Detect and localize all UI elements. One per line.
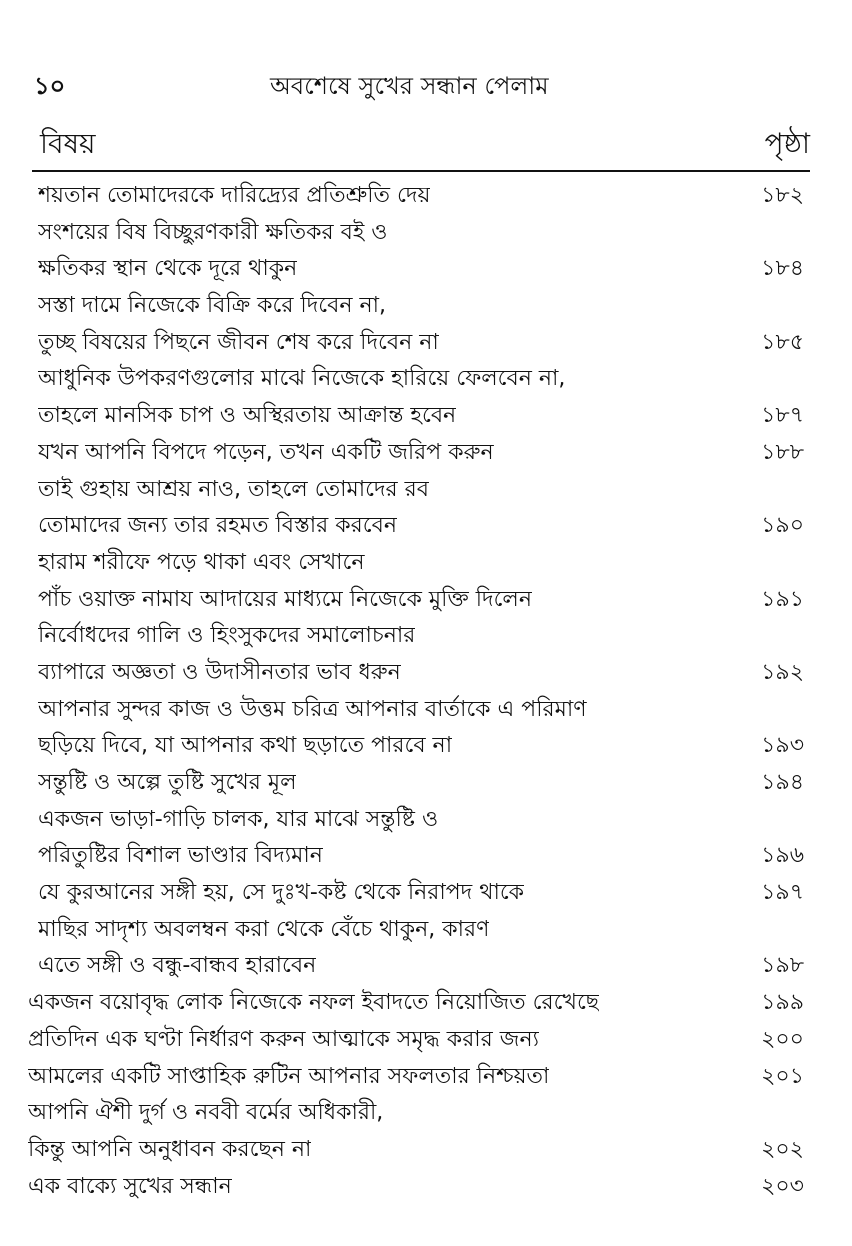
toc-entry-page: ১৯০ xyxy=(761,513,804,539)
toc-entry xyxy=(0,508,852,545)
toc-entry xyxy=(0,1095,852,1132)
toc-entry xyxy=(0,1059,852,1096)
toc-entry-page: ২০১ xyxy=(761,1063,804,1089)
toc-entry-title: শয়তান তোমাদেরকে দারিদ্র্যের প্রতিশ্রুতি দেয় xyxy=(38,183,431,208)
toc-entry-title: সন্তুষ্টি ও অল্পে তুষ্টি সুখের মূল xyxy=(38,770,297,795)
toc-entry-title: যখন আপনি বিপদে পড়েন, তখন একটি জরিপ করুন xyxy=(38,439,494,465)
toc-entry xyxy=(0,728,852,765)
toc-entry xyxy=(0,765,852,802)
column-headers xyxy=(0,122,852,166)
toc-entry-title: পাঁচ ওয়াক্ত নামায আদায়ের মাধ্যমে নিজেকে মুক্তি দিলেন xyxy=(38,586,532,612)
page-column-header: পৃষ্ঠা xyxy=(764,127,810,160)
toc-entry-title: পরিতুষ্টির বিশাল ভাণ্ডার বিদ্যমান xyxy=(38,843,323,869)
toc-entry xyxy=(0,1022,852,1059)
toc-entry-title: আপনি ঐশী দুর্গ ও নববী বর্মের অধিকারী, xyxy=(28,1100,384,1126)
toc-entry-title: মাছির সাদৃশ্য অবলম্বন করা থেকে বেঁচে থাকুন, কারণ xyxy=(38,916,490,942)
toc-entry-title: কিন্তু আপনি অনুধাবন করছেন না xyxy=(28,1136,312,1162)
toc-entry-page: ১৯১ xyxy=(761,586,804,612)
toc-entry xyxy=(0,251,852,288)
toc-entry-page: ২০৩ xyxy=(761,1173,804,1199)
toc-entry-page: ১৯৭ xyxy=(761,880,804,906)
toc-entry-title: এতে সঙ্গী ও বন্ধু-বান্ধব হারাবেন xyxy=(38,953,317,979)
toc-entry xyxy=(0,288,852,325)
toc-entry-title: প্রতিদিন এক ঘণ্টা নির্ধারণ করুন আত্মাকে সমৃদ্ধ করার জন্য xyxy=(28,1026,539,1052)
toc-entry xyxy=(0,582,852,619)
toc-entry-title: একজন বয়োবৃদ্ধ লোক নিজেকে নফল ইবাদতে নিয়োজিত রেখেছে xyxy=(28,990,600,1016)
toc-entry-title: তাই গুহায় আশ্রয় নাও, তাহলে তোমাদের রব xyxy=(38,476,429,502)
toc-entry-title: ব্যাপারে অজ্ঞতা ও উদাসীনতার ভাব ধরুন xyxy=(38,659,401,685)
toc-entry-title: হারাম শরীফে পড়ে থাকা এবং সেখানে xyxy=(38,549,365,575)
toc-entry-page: ১৯৮ xyxy=(761,953,804,979)
subject-column-header: বিষয় xyxy=(40,127,96,160)
toc-entry xyxy=(0,215,852,252)
toc-entry xyxy=(0,1132,852,1169)
toc-entry-title: ক্ষতিকর স্থান থেকে দূরে থাকুন xyxy=(38,256,298,282)
toc-entry xyxy=(0,948,852,985)
toc-entry xyxy=(0,838,852,875)
toc-entry-title: সস্তা দামে নিজেকে বিক্রি করে দিবেন না, xyxy=(38,293,386,319)
header-divider xyxy=(32,170,810,172)
toc-entry xyxy=(0,325,852,362)
toc-entry-page: ১৯৬ xyxy=(761,843,804,869)
toc-entry xyxy=(0,545,852,582)
toc-entry xyxy=(0,912,852,949)
toc-entry-page: ১৮৮ xyxy=(761,439,804,465)
page-number: ১০ xyxy=(34,72,66,100)
toc-entry-title: আমলের একটি সাপ্তাহিক রুটিন আপনার সফলতার নিশ্চয়তা xyxy=(28,1063,550,1089)
table-of-contents xyxy=(0,178,852,1205)
toc-entry-title: তুচ্ছ বিষয়ের পিছনে জীবন শেষ করে দিবেন না xyxy=(38,329,439,355)
toc-entry-page: ২০২ xyxy=(761,1136,804,1162)
toc-entry xyxy=(0,178,852,215)
running-title: অবশেষে সুখের সন্ধান পেলাম xyxy=(270,72,549,100)
toc-entry xyxy=(0,802,852,839)
toc-entry-page: ১৮২ xyxy=(761,183,804,208)
page-header xyxy=(0,68,852,108)
toc-entry xyxy=(0,472,852,509)
toc-entry-title: ছড়িয়ে দিবে, যা আপনার কথা ছড়াতে পারবে না xyxy=(38,733,453,759)
toc-entry xyxy=(0,875,852,912)
toc-entry-page: ১৯৪ xyxy=(761,770,804,795)
toc-entry xyxy=(0,692,852,729)
toc-entry-title: যে কুরআনের সঙ্গী হয়, সে দুঃখ-কষ্ট থেকে নিরাপদ থাকে xyxy=(38,880,525,906)
toc-entry-page: ১৯৩ xyxy=(761,733,804,759)
toc-entry-page: ১৯৯ xyxy=(761,990,804,1016)
toc-entry-page: ১৮৭ xyxy=(761,403,804,429)
toc-entry-page: ১৮৪ xyxy=(761,256,804,282)
toc-entry xyxy=(0,1169,852,1206)
toc-entry-title: একজন ভাড়া-গাড়ি চালক, যার মাঝে সন্তুষ্টি ও xyxy=(38,806,439,832)
toc-entry xyxy=(0,361,852,398)
toc-entry xyxy=(0,655,852,692)
toc-entry-title: আপনার সুন্দর কাজ ও উত্তম চরিত্র আপনার বার্তাকে এ পরিমাণ xyxy=(38,696,587,722)
toc-entry-title: নির্বোধদের গালি ও হিংসুকদের সমালোচনার xyxy=(38,623,416,649)
toc-entry-title: তোমাদের জন্য তার রহমত বিস্তার করবেন xyxy=(38,513,397,539)
toc-entry-title: সংশয়ের বিষ বিচ্ছুরণকারী ক্ষতিকর বই ও xyxy=(38,219,388,245)
toc-entry xyxy=(0,435,852,472)
toc-entry-page: ২০০ xyxy=(761,1026,804,1052)
toc-entry-title: তাহলে মানসিক চাপ ও অস্থিরতায় আক্রান্ত হবেন xyxy=(38,403,457,429)
toc-entry xyxy=(0,398,852,435)
toc-entry-page: ১৮৫ xyxy=(761,329,804,355)
toc-entry-page: ১৯২ xyxy=(761,659,804,685)
toc-entry-title: এক বাক্যে সুখের সন্ধান xyxy=(28,1173,232,1199)
toc-entry xyxy=(0,985,852,1022)
toc-entry-title: আধুনিক উপকরণগুলোর মাঝে নিজেকে হারিয়ে ফেলবেন না, xyxy=(38,366,566,392)
toc-entry xyxy=(0,618,852,655)
